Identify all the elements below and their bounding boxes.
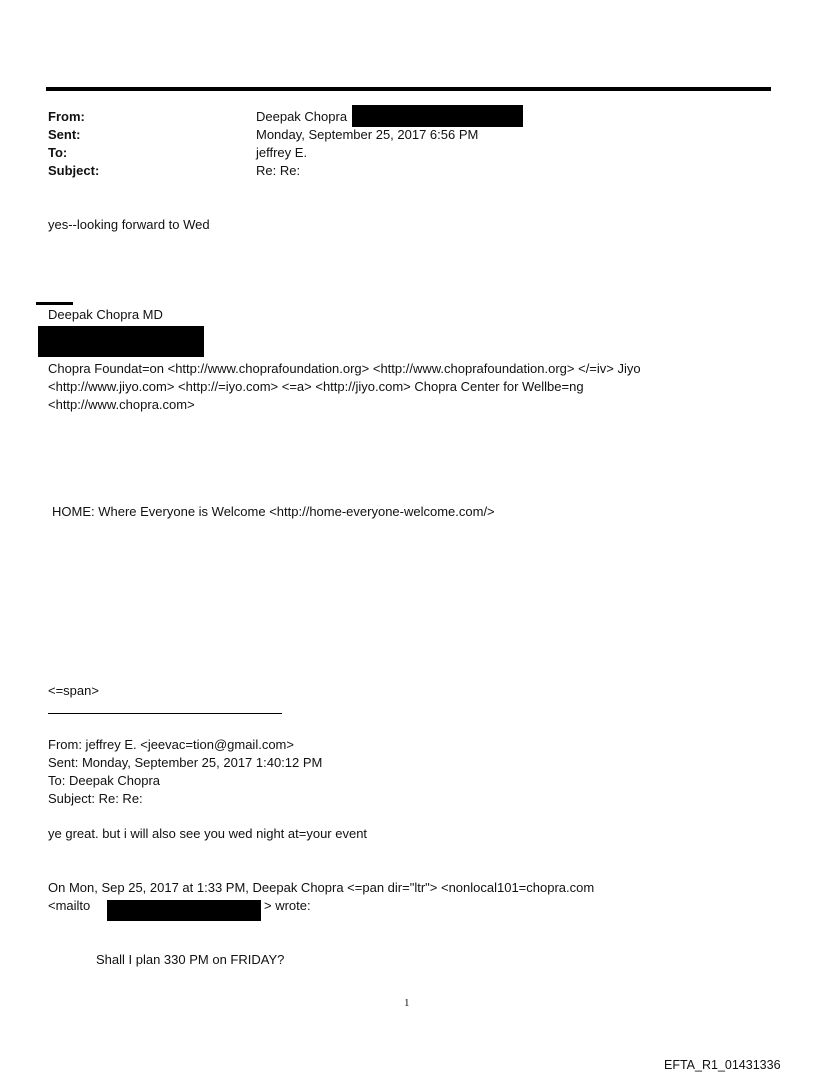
signature-links-line3: <http://www.chopra.com>: [48, 397, 195, 412]
signature-home: HOME: Where Everyone is Welcome <http://home-everyone-welcome.com/>: [52, 504, 495, 519]
from-label: From:: [48, 109, 85, 124]
span-tag-text: <=span>: [48, 683, 99, 698]
quoted-message: ye great. but i will also see you wed night at=your event: [48, 826, 368, 841]
from-value: Deepak Chopra: [256, 109, 348, 124]
quoted-to: To: Deepak Chopra: [48, 773, 161, 788]
document-id: EFTA_R1_01431336: [664, 1058, 781, 1072]
to-value: jeffrey E.: [256, 145, 308, 160]
redaction-mailto-address: [107, 900, 261, 921]
signature-name: Deepak Chopra MD: [48, 307, 163, 322]
quoted-on-line2-start: <mailto: [48, 898, 91, 913]
subject-value: Re: Re:: [256, 163, 301, 178]
quoted-separator: [48, 713, 282, 714]
quoted-inner-message: Shall I plan 330 PM on FRIDAY?: [96, 952, 285, 967]
redaction-signature-address: [38, 326, 204, 357]
quoted-sent: Sent: Monday, September 25, 2017 1:40:12 PM: [48, 755, 323, 770]
sent-value: Monday, September 25, 2017 6:56 PM: [256, 127, 479, 142]
signature-links-line1: Chopra Foundat=on <http://www.choprafoundation.org> <http://www.choprafoundation.org> </=iv> Jiyo: [48, 361, 641, 376]
subject-label: Subject:: [48, 163, 100, 178]
signature-dash: [36, 302, 73, 305]
quoted-on-line1: On Mon, Sep 25, 2017 at 1:33 PM, Deepak Chopra <=pan dir="ltr"> <nonlocal101=chopra.com: [48, 880, 595, 895]
signature-links-line2: <http://www.jiyo.com> <http://=iyo.com> <=a> <http://jiyo.com> Chopra Center for Wellbe=ng: [48, 379, 584, 394]
quoted-subject: Subject: Re: Re:: [48, 791, 143, 806]
reply-text: yes--looking forward to Wed: [48, 217, 210, 232]
page-number: 1: [404, 997, 410, 1009]
header-top-rule: [46, 87, 771, 91]
redaction-sender-email: [352, 105, 523, 127]
to-label: To:: [48, 145, 68, 160]
sent-label: Sent:: [48, 127, 81, 142]
quoted-on-line2-end: > wrote:: [264, 898, 311, 913]
quoted-from: From: jeffrey E. <jeevac=tion@gmail.com>: [48, 737, 294, 752]
